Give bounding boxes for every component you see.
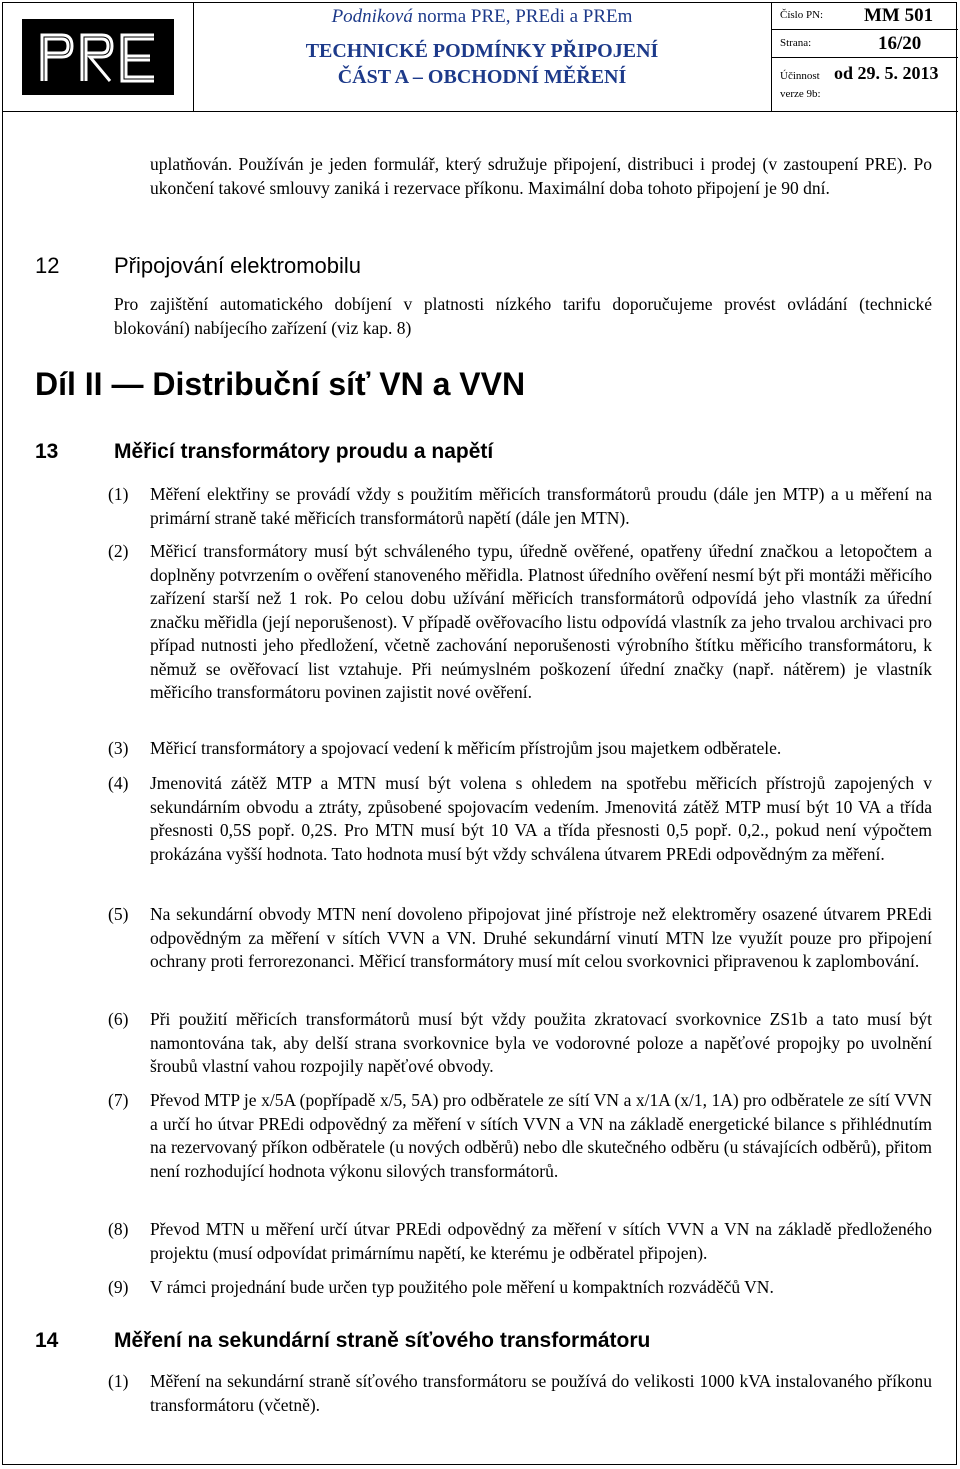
document-header bbox=[2, 2, 957, 112]
s13-item-8-number: (8) bbox=[108, 1219, 129, 1239]
section-12-title: Připojování elektromobilu bbox=[114, 253, 362, 278]
s13-item-9-number: (9) bbox=[108, 1277, 129, 1297]
s13-item-5-number: (5) bbox=[108, 904, 129, 924]
ucinnost-label: Účinnost bbox=[780, 70, 820, 82]
header-meta-cell bbox=[771, 2, 958, 112]
section-14-title: Měření na sekundární straně síťového transformátoru bbox=[114, 1329, 651, 1352]
strana-value: 16/20 bbox=[878, 33, 922, 54]
doc-title-line2: ČÁST A – OBCHODNÍ MĚŘENÍ bbox=[337, 66, 627, 88]
s13-item-4-number: (4) bbox=[108, 773, 129, 793]
header-title-cell bbox=[193, 2, 771, 112]
intro-paragraph: uplatňován. Používán je jeden formulář, který sdružuje připojení, distribuci i prodej (v zastoupení PRE). Po ukončení takové smlouvy zaniká i rezervace příkonu. Maximální doba tohoto připojení je 90 dní. bbox=[150, 154, 932, 198]
s14-item-1-text: Měření na sekundární straně síťového transformátoru se používá do velikosti 1000 kVA instalovaného příkonu transformátoru (včetně). bbox=[150, 1371, 932, 1415]
pre-logo-mark bbox=[36, 31, 160, 83]
s13-item-6-text: Při použití měřicích transformátorů musí být vždy použita zkratovací svorkovnice ZS1b a tato musí být namontována tak, aby delší strana svorkovnice byla ve vodorovné poloze a napěťové propojky po uvolnění šroubů vlastní vahou rozpojily napěťové obvody. bbox=[150, 1009, 932, 1076]
s13-item-3-text: Měřicí transformátory a spojovací vedení k měřicím přístrojům jsou majetkem odběratele. bbox=[150, 738, 782, 758]
cislo-value: MM 501 bbox=[864, 5, 934, 26]
strana-row bbox=[772, 30, 958, 58]
part-2-title: Díl II — Distribuční síť VN a VVN bbox=[35, 366, 526, 402]
doc-title-line1: TECHNICKÉ PODMÍNKY PŘIPOJENÍ bbox=[305, 40, 659, 62]
s13-item-2-number: (2) bbox=[108, 541, 129, 561]
cislo-label: Číslo PN: bbox=[780, 9, 824, 21]
s13-item-1-number: (1) bbox=[108, 484, 129, 504]
logo-cell bbox=[2, 2, 194, 112]
s13-item-5-text: Na sekundární obvody MTN není dovoleno připojovat jiné přístroje než elektroměry osazené útvarem PREdi odpovědným za měření v sítích VVN a VN. Druhé sekundární vinutí MTN lze využít pouze pro připojení ochrany proti ferrorezonanci. Měřicí transformátory musí mít celou svorkovnici připravenou k zaplombování. bbox=[150, 904, 932, 971]
section-12-number: 12 bbox=[35, 253, 60, 278]
cislo-row bbox=[772, 2, 958, 30]
s13-item-2-text: Měřicí transformátory musí být schváleného typu, úředně ověřené, opatřeny úřední značkou a letopočtem a doplněny potvrzením o ověření stanoveného měřidla. Platnost úředního ověření nesmí být při montáži měřicího zařízení starší než 1 rok. Po celou dobu užívání měřicích transformátorů odpovídá jeho vlastník za úřední značku měřidla (její neporušenost). V případě ověřovacího listu odpovídá vlastník za jeho trvalou archivaci pro případ nutnosti jeho předložení, včetně zachování neporušenosti výrobního štítku měřicího transformátoru, k němuž se ověřovací list vztahuje. Při neúmyslném poškození úřední značky (např. nátěrem) je vlastník měřicího transformátoru povinen zajistit nové ověření. bbox=[150, 541, 932, 702]
section-13-number: 13 bbox=[35, 440, 59, 463]
section-12-text: Pro zajištění automatického dobíjení v platnosti nízkého tarifu doporučujeme provést ovládání (technické blokování) nabíjecího zařízení (viz kap. 8) bbox=[114, 294, 932, 338]
ucinnost-value: od 29. 5. 2013 bbox=[834, 63, 939, 83]
s13-item-1-text: Měření elektřiny se provádí vždy s použitím měřicích transformátorů proudu (dále jen MTP) a u měření na primární straně také měřicích transformátorů napětí (dále jen MTN). bbox=[150, 484, 932, 528]
pre-logo bbox=[22, 19, 174, 95]
s13-item-7-text: Převod MTP je x/5A (popřípadě x/5, 5A) pro odběratele ze sítí VN a x/1A (x/1, 1A) pro odběratele ze sítí VVN a určí ho útvar PREdi odpovědný za měření v sítích VVN a VN na základě energetické bilance s přihlédnutím na rezervovaný příkon odběratele (u nových odběrů) nebo dle skutečného odběru (u stávajících odběrů), přitom není rozhodující hodnota výkonu silových transformátorů. bbox=[150, 1090, 932, 1181]
s13-item-6-number: (6) bbox=[108, 1009, 129, 1029]
s13-item-4-text: Jmenovitá zátěž MTP a MTN musí být volena s ohledem na spotřebu měřicích přístrojů zapojených v sekundárním obvodu a ztráty, způsobené spojovacím vedením. Jmenovitá zátěž MTP musí být 10 VA a třída přesnosti 0,5S popř. 0,2S. Pro MTN musí být 10 VA a třída přesnosti 0,5 popř. 0,2., pokud není výpočtem prokázána vyšší hodnota. Tato hodnota musí být vždy schválena útvarem PREdi odpovědným za měření. bbox=[150, 773, 932, 864]
norm-title-rest: norma PRE, PREdi a PREm bbox=[417, 6, 633, 27]
norm-title-italic: Podniková bbox=[331, 6, 413, 27]
norm-title bbox=[193, 6, 771, 28]
s13-item-8-text: Převod MTN u měření určí útvar PREdi odpovědný za měření v sítích VVN a VN na základě předloženého projektu (musí odpovídat primárnímu napětí, ke kterému je odběratel připojen). bbox=[150, 1219, 932, 1263]
section-14-number: 14 bbox=[35, 1329, 59, 1352]
s13-item-9-text: V rámci projednání bude určen typ použitého pole měření u kompaktních rozváděčů VN. bbox=[150, 1277, 774, 1297]
ucinnost-row bbox=[772, 58, 958, 111]
section-13-title: Měřicí transformátory proudu a napětí bbox=[114, 440, 494, 463]
s13-item-7-number: (7) bbox=[108, 1090, 129, 1110]
strana-label: Strana: bbox=[780, 37, 812, 49]
verze-label: verze 9b: bbox=[780, 88, 821, 100]
s14-item-1-number: (1) bbox=[108, 1371, 129, 1391]
s13-item-3-number: (3) bbox=[108, 738, 129, 758]
